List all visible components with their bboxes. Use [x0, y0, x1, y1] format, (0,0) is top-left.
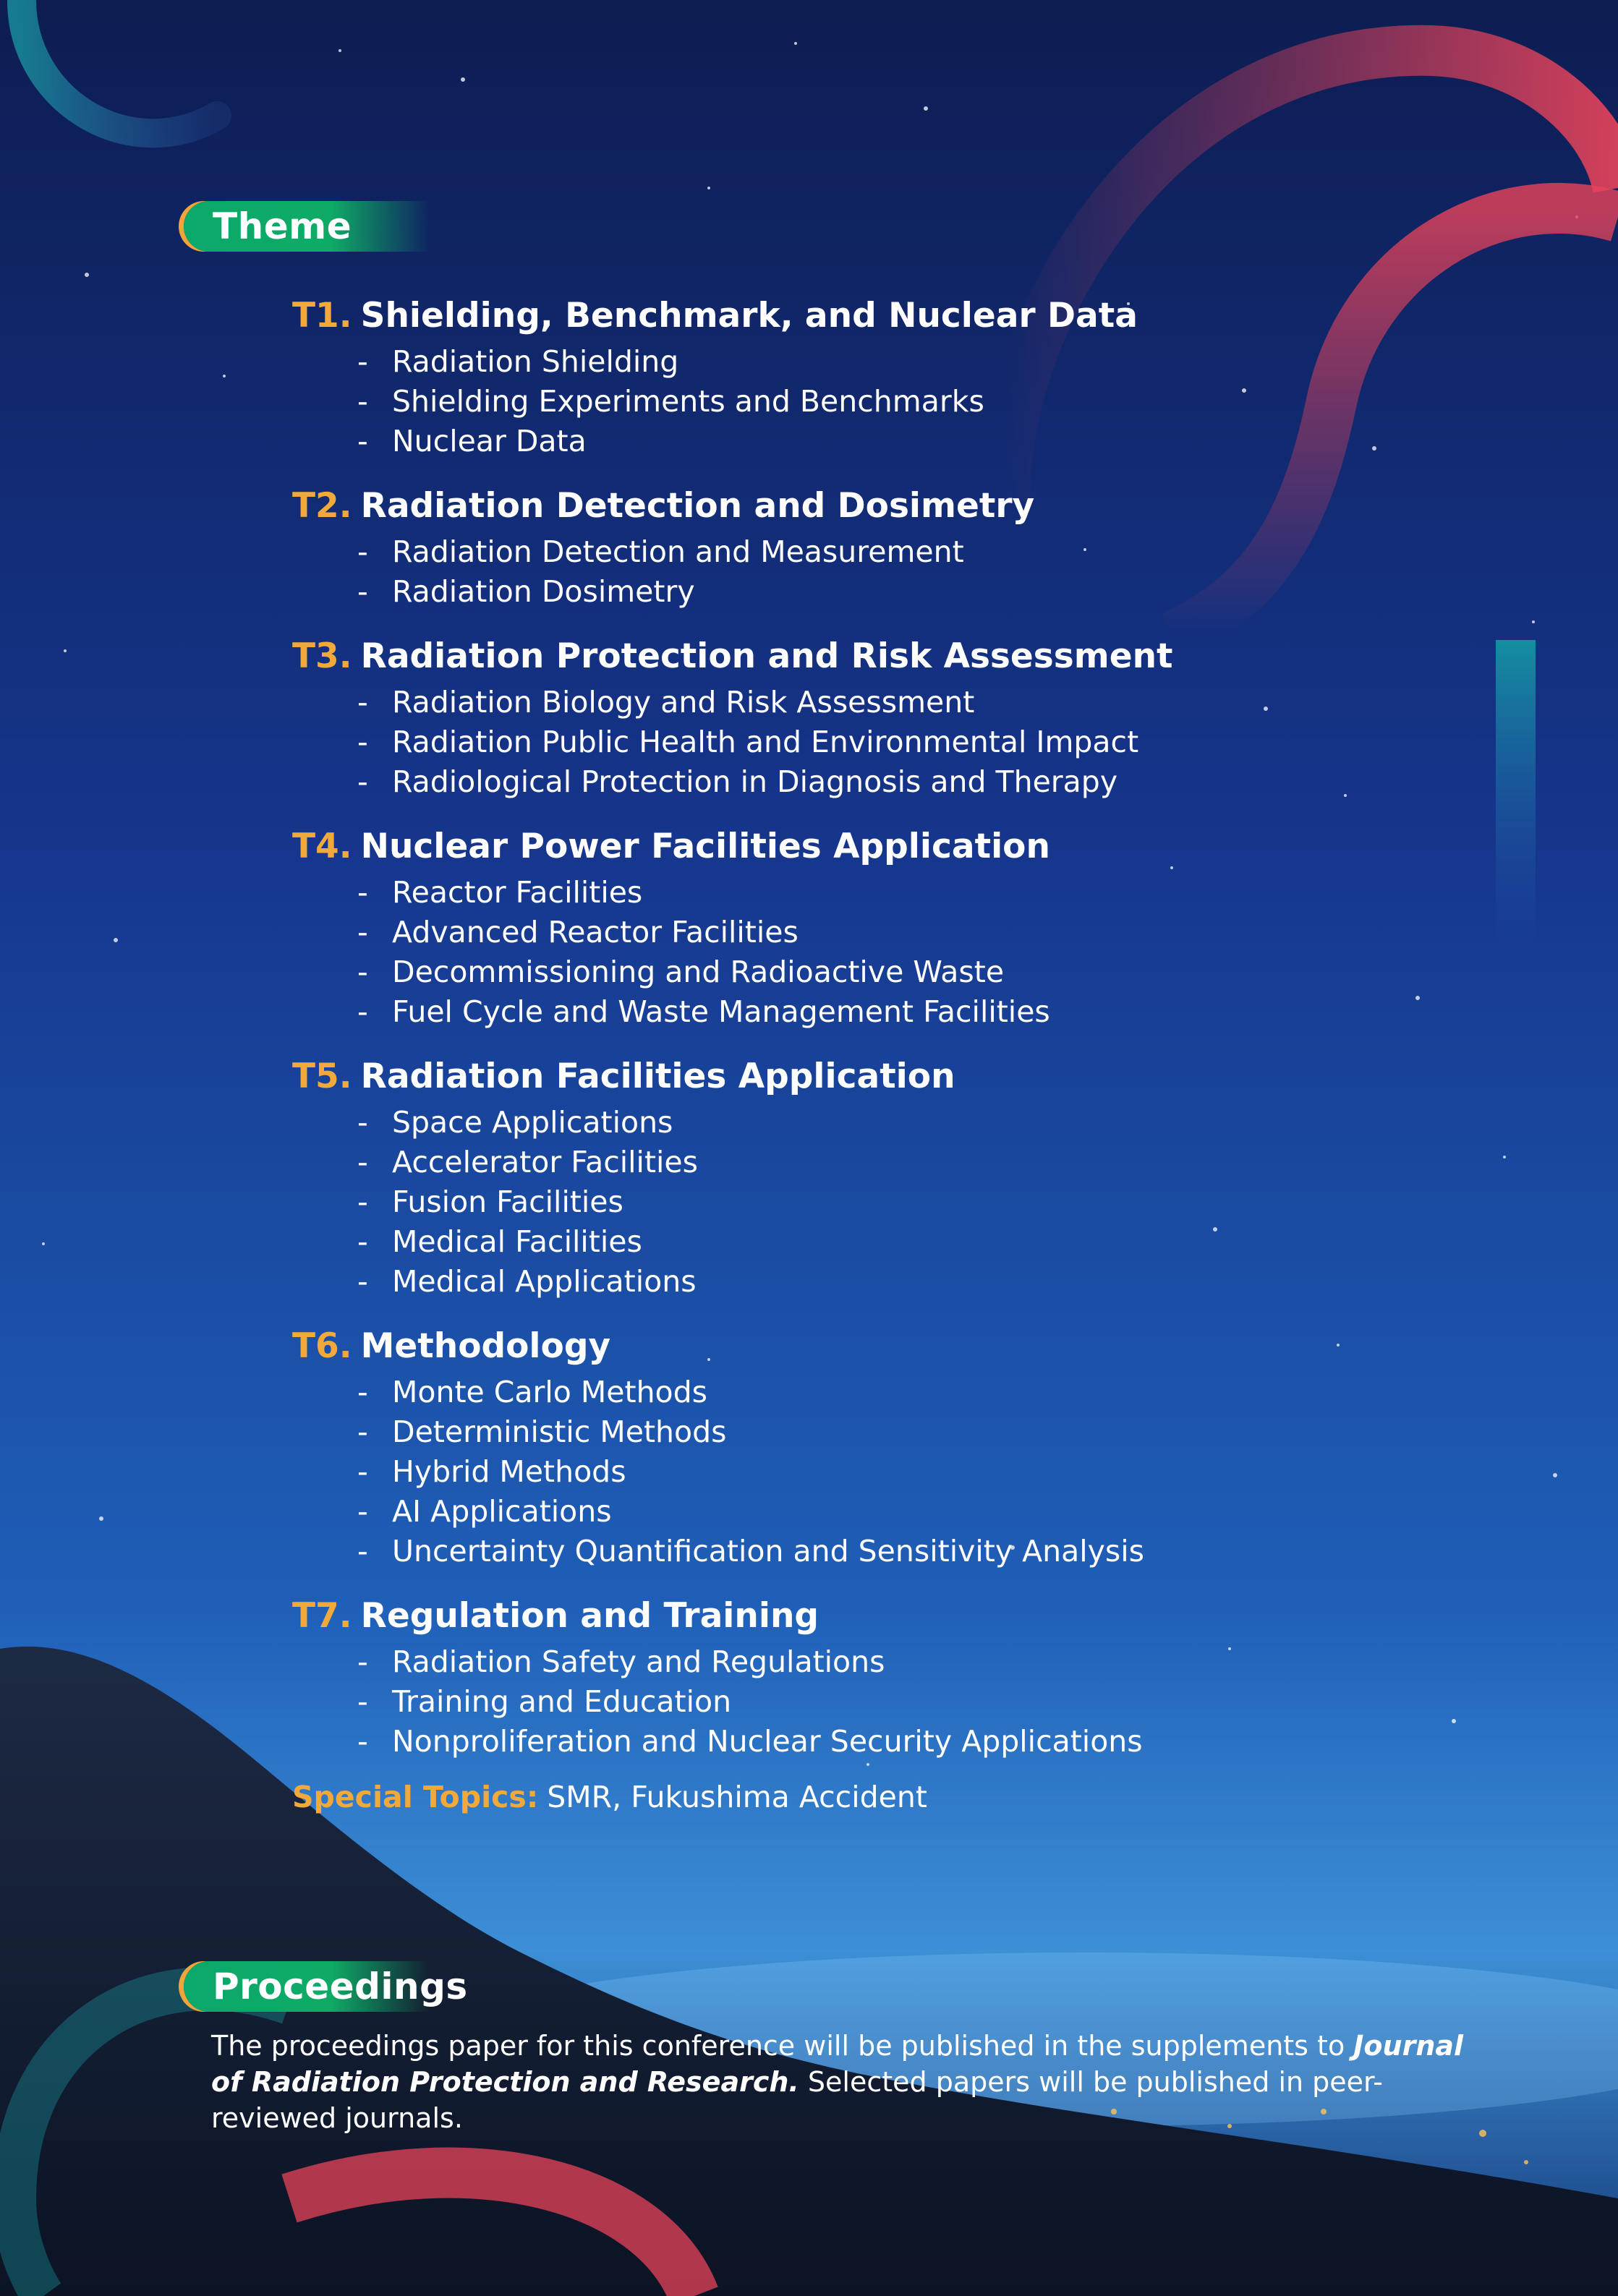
subtopic-item: - Nuclear Data: [357, 424, 587, 458]
theme-header: [292, 1323, 1522, 1370]
theme-number: T3.: [292, 636, 352, 676]
subtopic-list: [292, 532, 1522, 612]
theme-header: [292, 633, 1522, 680]
theme-header: [292, 1593, 1522, 1639]
theme-header: [292, 293, 1522, 339]
subtopic-item: - Radiation Shielding: [357, 344, 679, 379]
subtopic-list: [292, 683, 1522, 802]
special-topics-value: SMR, Fukushima Accident: [547, 1780, 927, 1814]
subtopic-item: - Radiation Public Health and Environmental Impact: [357, 725, 1139, 759]
special-topics-label: Special Topics:: [292, 1780, 539, 1814]
subtopic-list: [292, 1373, 1522, 1571]
subtopic-item: - Fuel Cycle and Waste Management Facilities: [357, 994, 1050, 1029]
theme-header: [292, 483, 1522, 529]
subtopic-item: - Accelerator Facilities: [357, 1145, 698, 1179]
subtopic-item: - Hybrid Methods: [357, 1454, 626, 1489]
proceedings-text-after: Selected papers will be published in peer-reviewed journals.: [211, 2066, 1383, 2134]
subtopic-item: - Space Applications: [357, 1105, 673, 1140]
theme-number: T1.: [292, 296, 352, 336]
subtopic-item: - Monte Carlo Methods: [357, 1375, 708, 1409]
theme-title: Methodology: [360, 1326, 611, 1366]
subtopic-list: [292, 1642, 1522, 1762]
subtopic-item: - Reactor Facilities: [357, 875, 643, 910]
subtopic-item: - Medical Applications: [357, 1264, 697, 1299]
proceedings-paragraph: [211, 2028, 1470, 2136]
theme-t4: [292, 824, 1522, 1032]
subtopic-item: - Radiological Protection in Diagnosis and Therapy: [357, 764, 1118, 799]
theme-t6: [292, 1323, 1522, 1571]
subtopic-item: - Decommissioning and Radioactive Waste: [357, 955, 1005, 989]
journal-name: Journal of Radiation Protection and Research.: [211, 2030, 1464, 2098]
proceedings-section-label: [184, 1961, 468, 2012]
theme-t7: [292, 1593, 1522, 1762]
theme-title: Radiation Detection and Dosimetry: [360, 486, 1035, 526]
theme-title: Radiation Protection and Risk Assessment: [360, 636, 1173, 676]
special-topics: [292, 1778, 1522, 1817]
theme-title: Nuclear Power Facilities Application: [360, 827, 1050, 866]
theme-title: Radiation Facilities Application: [360, 1057, 955, 1096]
subtopic-item: - Training and Education: [357, 1684, 732, 1719]
theme-number: T6.: [292, 1326, 352, 1366]
subtopic-item: - Deterministic Methods: [357, 1414, 727, 1449]
theme-section-label: [184, 201, 430, 252]
subtopic-item: - Uncertainty Quantification and Sensitivity Analysis: [357, 1534, 1145, 1569]
subtopic-item: - Radiation Detection and Measurement: [357, 534, 964, 569]
subtopic-item: - Nonproliferation and Nuclear Security Applications: [357, 1724, 1143, 1759]
proceedings-text-before: The proceedings paper for this conference will be published in the supplements to: [211, 2030, 1354, 2062]
subtopic-item: - Shielding Experiments and Benchmarks: [357, 384, 984, 419]
subtopic-item: - AI Applications: [357, 1494, 612, 1529]
theme-t1: [292, 293, 1522, 461]
subtopic-list: [292, 1103, 1522, 1302]
subtopic-item: - Fusion Facilities: [357, 1185, 623, 1219]
theme-list: [292, 293, 1522, 1817]
subtopic-item: - Radiation Dosimetry: [357, 574, 695, 609]
theme-heading: Theme: [213, 205, 352, 247]
theme-number: T7.: [292, 1596, 352, 1636]
theme-title: Regulation and Training: [360, 1596, 819, 1636]
theme-t2: [292, 483, 1522, 612]
theme-number: T5.: [292, 1057, 352, 1096]
subtopic-item: - Radiation Biology and Risk Assessment: [357, 685, 975, 720]
theme-t3: [292, 633, 1522, 802]
subtopic-list: [292, 873, 1522, 1032]
theme-t5: [292, 1054, 1522, 1302]
theme-title: Shielding, Benchmark, and Nuclear Data: [360, 296, 1138, 336]
proceedings-heading: Proceedings: [213, 1966, 468, 2007]
subtopic-item: - Radiation Safety and Regulations: [357, 1644, 885, 1679]
theme-header: [292, 824, 1522, 870]
subtopic-item: - Advanced Reactor Facilities: [357, 915, 799, 949]
theme-header: [292, 1054, 1522, 1100]
theme-number: T4.: [292, 827, 352, 866]
subtopic-list: [292, 342, 1522, 461]
theme-number: T2.: [292, 486, 352, 526]
subtopic-item: - Medical Facilities: [357, 1224, 642, 1259]
